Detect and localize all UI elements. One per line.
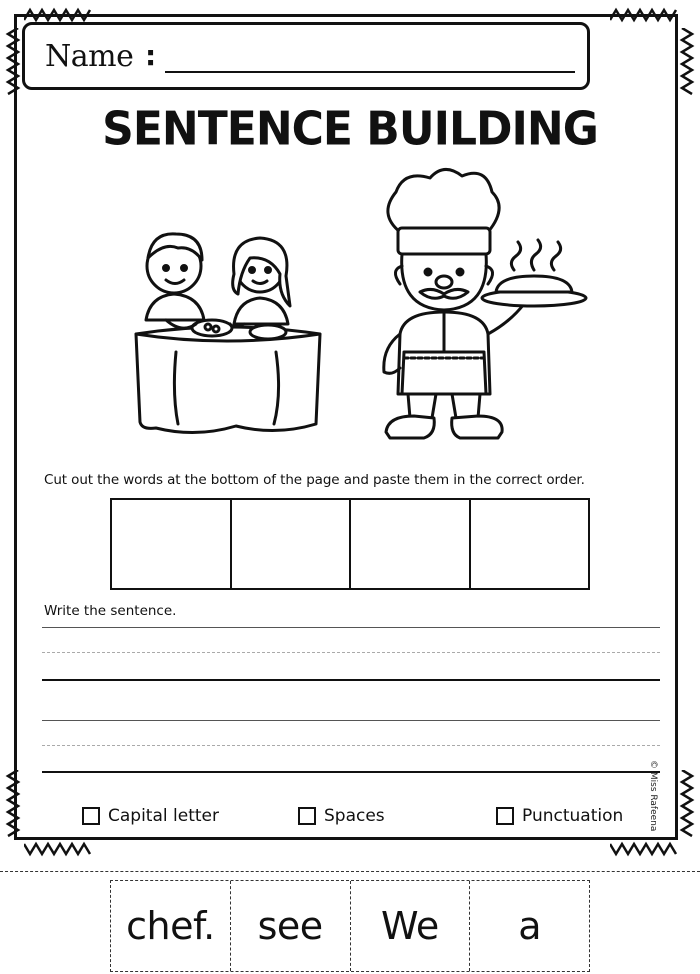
write-sentence-label: Write the sentence. — [44, 603, 177, 619]
checklist-capital-letter[interactable] — [82, 806, 219, 826]
writing-line-mid-2 — [42, 745, 660, 746]
answer-boxes — [110, 498, 590, 590]
writing-line-top-2[interactable] — [42, 720, 660, 721]
answer-box-2[interactable] — [232, 500, 352, 588]
copyright-text: © Miss Rafeena — [648, 760, 658, 832]
name-colon: : — [145, 39, 157, 72]
corner-decoration-left-bottom — [4, 770, 24, 840]
writing-line-base-2[interactable] — [42, 771, 660, 773]
checklist-spaces[interactable] — [298, 806, 385, 826]
corner-decoration-right-top — [676, 28, 696, 98]
word-card-4[interactable]: a — [518, 904, 542, 948]
word-card-2[interactable]: see — [231, 881, 351, 971]
name-field[interactable] — [165, 71, 575, 73]
corner-decoration-right-bottom — [676, 770, 696, 840]
name-label: Name — [45, 39, 134, 74]
word-card-1[interactable]: chef. — [111, 881, 231, 971]
checklist-punctuation[interactable] — [496, 806, 623, 826]
name-box — [22, 22, 590, 90]
checkbox-capital-letter[interactable] — [82, 807, 100, 825]
word-card-3[interactable]: We — [351, 881, 471, 971]
chef-icon — [374, 162, 590, 454]
corner-decoration-top-right — [610, 6, 680, 26]
checklist-label: Capital letter — [108, 806, 219, 826]
writing-line-base-1[interactable] — [42, 679, 660, 681]
answer-box-4[interactable] — [471, 500, 589, 588]
checkbox-spaces[interactable] — [298, 807, 316, 825]
page-title: SENTENCE BUILDING — [102, 102, 598, 157]
cut-line — [0, 871, 700, 872]
corner-decoration-bottom-left — [24, 838, 94, 858]
checklist-label: Spaces — [324, 806, 385, 826]
writing-line-top-1[interactable] — [42, 627, 660, 628]
instruction-text: Cut out the words at the bottom of the page and paste them in the correct order. — [44, 472, 585, 488]
corner-decoration-left-top — [4, 28, 24, 98]
word-cards — [110, 880, 590, 972]
children-eating-icon — [126, 224, 328, 450]
corner-decoration-bottom-right — [610, 838, 680, 858]
answer-box-1[interactable] — [112, 500, 232, 588]
answer-box-3[interactable] — [351, 500, 471, 588]
checkbox-punctuation[interactable] — [496, 807, 514, 825]
writing-line-mid-1 — [42, 652, 660, 653]
checklist-label: Punctuation — [522, 806, 624, 826]
